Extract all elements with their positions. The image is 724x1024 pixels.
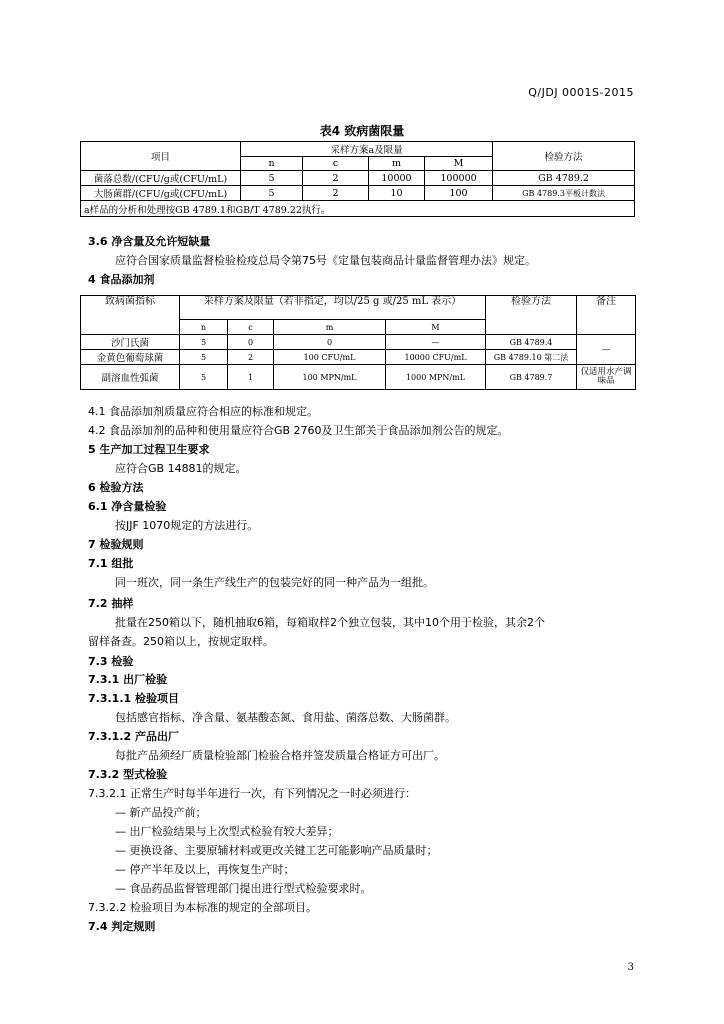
cell-item: 大肠菌群/(CFU/g或(CFU/mL) [81,186,241,201]
cell-name: 副溶血性弧菌 [81,365,180,390]
cell-m: 10 [369,186,425,201]
cell-c: 2 [303,186,369,201]
section-7-1-heading: 7.1 组批 [88,557,134,570]
section-5-text: 应符合GB 14881的规定。 [115,462,247,475]
cell-item: 菌落总数/(CFU/g或(CFU/mL) [81,171,241,186]
cell-method: GB 4789.10 第二法 [486,350,577,365]
cell-name: 沙门氏菌 [81,335,180,350]
section-7-3-1-2-text: 每批产品须经厂质量检验部门检验合格并签发质量合格证方可出厂。 [115,749,445,762]
col-name: 致病菌指标 [81,296,180,335]
list-item: — 食品药品监督管理部门提出进行型式检验要求时。 [115,882,372,895]
table-row [81,350,636,365]
section-3-6-heading: 3.6 净含量及允许短缺量 [88,235,211,248]
section-7-3-1-1-heading: 7.3.1.1 检验项目 [88,692,179,705]
cell-c: 2 [228,350,274,365]
cell-n: 5 [180,335,228,350]
col-method: 检验方法 [493,142,635,171]
list-item: — 停产半年及以上，再恢复生产时； [115,863,295,876]
cell-M: 100000 [425,171,493,186]
sub-m: m [369,157,425,171]
section-7-2-heading: 7.2 抽样 [88,597,134,610]
table-row [81,186,635,201]
cell-name: 金黄色葡萄球菌 [81,350,180,365]
clause-7-3-2-1: 7.3.2.1 正常生产时每半年进行一次，有下列情况之一时必须进行： [88,787,416,800]
section-7-heading: 7 检验规则 [88,538,144,551]
cell-m: 100 CFU/mL [274,350,386,365]
section-7-4-heading: 7.4 判定规则 [88,920,156,933]
section-3-6-text: 应符合国家质量监督检验检疫总局令第75号《定量包装商品计量监督管理办法》规定。 [115,254,536,267]
cell-m: 0 [274,335,386,350]
cell-m: 100 MPN/mL [274,365,386,390]
section-4-heading: 4 食品添加剂 [88,273,155,286]
cell-n: 5 [180,350,228,365]
section-6-heading: 6 检验方法 [88,481,144,494]
section-6-1-heading: 6.1 净含量检验 [88,500,167,513]
cell-remark: — [577,335,636,365]
table-row [81,171,635,186]
cell-method: GB 4789.3平板计数法 [493,186,635,201]
additive-pathogen-table [80,295,636,390]
section-7-3-heading: 7.3 检验 [88,655,134,668]
sub-n: n [180,320,228,335]
section-7-2-text-2: 留样备查。250箱以上，按规定取样。 [88,635,274,648]
cell-n: 5 [241,186,303,201]
cell-n: 5 [241,171,303,186]
sub-c: c [303,157,369,171]
list-item: — 更换设备、主要原辅材料或更改关键工艺可能影响产品质量时； [115,844,438,857]
table-row [81,335,636,350]
section-6-1-text: 按JJF 1070规定的方法进行。 [115,519,259,532]
sub-m: m [274,320,386,335]
clause-7-3-2-2: 7.3.2.2 检验项目为本标准的规定的全部项目。 [88,901,317,914]
col-plan: 采样方案及限量（若非指定，均以/25 g 或/25 mL 表示） [180,296,486,320]
sub-M: M [386,320,486,335]
pathogen-limit-table [80,141,635,217]
clause-4-2: 4.2 食品添加剂的品种和使用量应符合GB 2760及卫生部关于食品添加剂公告的规定。 [88,424,509,437]
cell-remark: 仅适用水产调味品 [577,365,636,390]
cell-M: 100 [425,186,493,201]
cell-m: 10000 [369,171,425,186]
section-7-3-1-1-text: 包括感官指标、净含量、氨基酸态氮、食用盐、菌落总数、大肠菌群。 [115,711,456,724]
standard-code: Q/JDJ 0001S-2015 [528,86,634,99]
cell-n: 5 [180,365,228,390]
table4-note: a样品的分析和处理按GB 4789.1和GB/T 4789.22执行。 [81,201,635,217]
sub-c: c [228,320,274,335]
cell-c: 1 [228,365,274,390]
cell-M: 1000 MPN/mL [386,365,486,390]
cell-c: 0 [228,335,274,350]
list-item: — 新产品投产前； [115,806,207,819]
cell-method: GB 4789.7 [486,365,577,390]
col-item: 项目 [81,142,241,171]
section-7-1-text: 同一班次，同一条生产线生产的包装完好的同一种产品为一组批。 [115,576,434,589]
clause-4-1: 4.1 食品添加剂质量应符合相应的标准和规定。 [88,405,318,418]
col-method: 检验方法 [486,296,577,335]
list-item: — 出厂检验结果与上次型式检验有较大差异； [115,825,339,838]
section-7-3-2-heading: 7.3.2 型式检验 [88,768,168,781]
section-5-heading: 5 生产加工过程卫生要求 [88,443,210,456]
section-7-2-text-1: 批量在250箱以下，随机抽取6箱，每箱取样2个独立包装，其中10个用于检验，其余2个 [115,616,545,629]
col-remark: 备注 [577,296,636,335]
col-plan: 采样方案a及限量 [241,142,493,157]
section-7-3-1-2-heading: 7.3.1.2 产品出厂 [88,730,179,743]
cell-method: GB 4789.4 [486,335,577,350]
table4-title: 表4 致病菌限量 [319,124,405,138]
table-row [81,365,636,390]
section-7-3-1-heading: 7.3.1 出厂检验 [88,673,168,686]
sub-M: M [425,157,493,171]
cell-method: GB 4789.2 [493,171,635,186]
sub-n: n [241,157,303,171]
cell-M: — [386,335,486,350]
cell-c: 2 [303,171,369,186]
page-number: 3 [627,962,634,973]
cell-M: 10000 CFU/mL [386,350,486,365]
